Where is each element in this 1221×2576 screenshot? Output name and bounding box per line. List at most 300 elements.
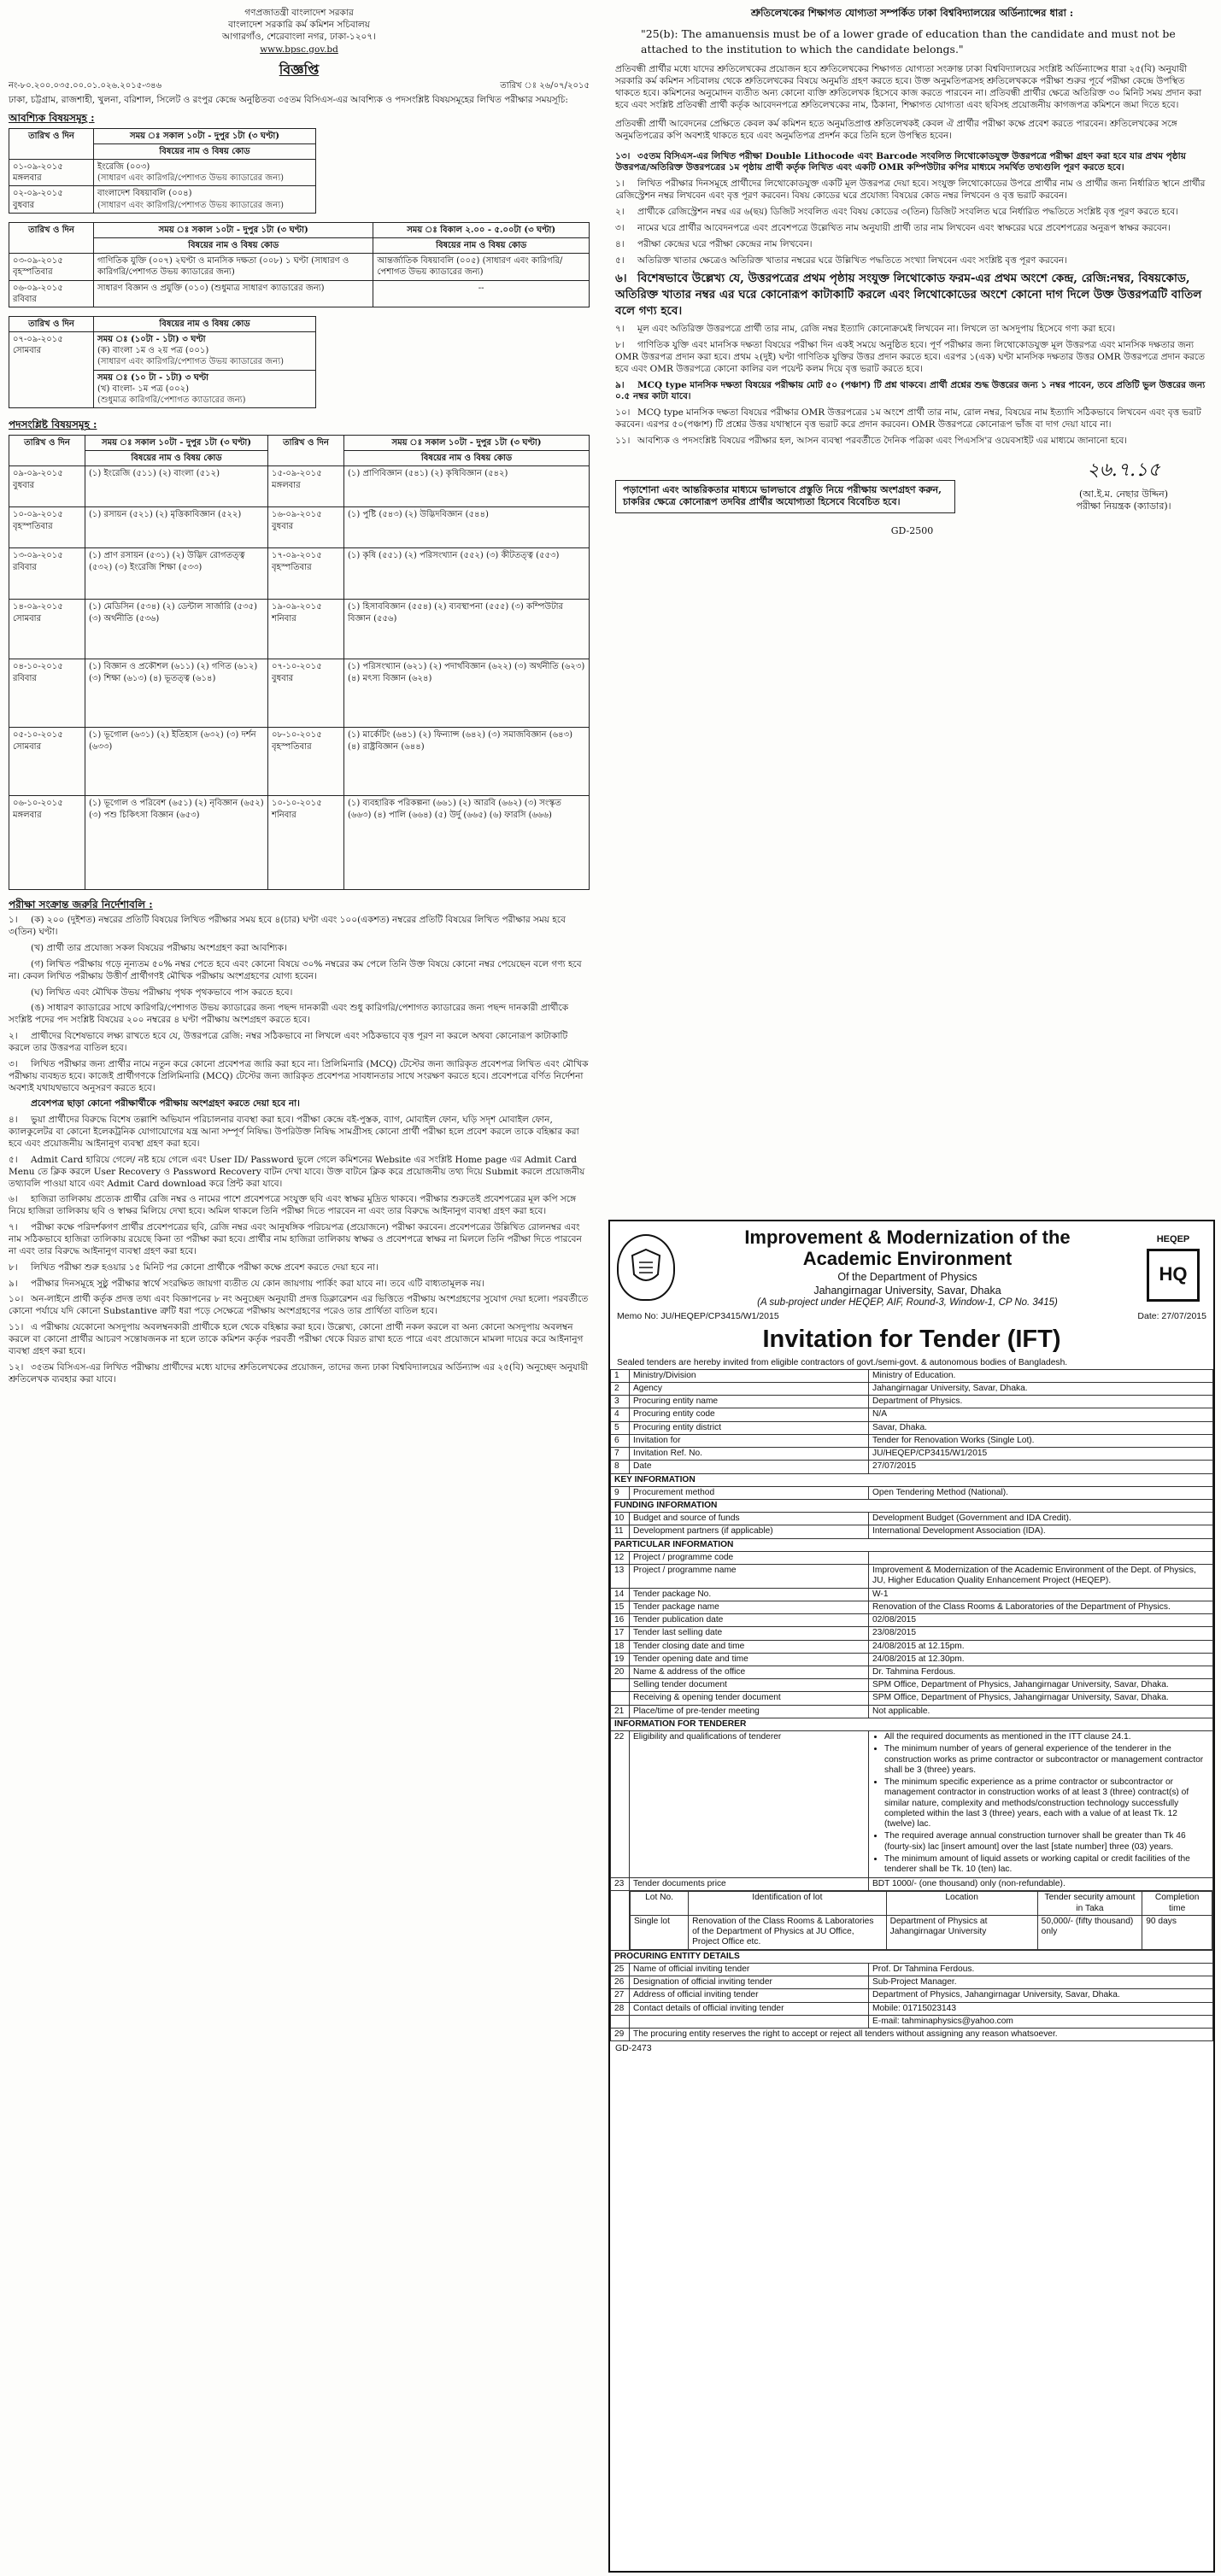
subproject-note: (A sub-project under HEQEP, AIF, Round-3, Window-1, CP No. 3415): [757, 1297, 1058, 1308]
row-value: [869, 1551, 1213, 1564]
table-row: [611, 1627, 1213, 1640]
row-label: [630, 2015, 869, 2028]
row-label: Tender publication date: [630, 1614, 869, 1627]
subjects: (১) রসায়ন (৫২১) (২) মৃত্তিকাবিজ্ঞান (৫২২): [85, 507, 268, 548]
table-row: [611, 1666, 1213, 1679]
col-header: তারিখ ও দিন: [268, 436, 344, 466]
lot-col-header: Lot No.: [631, 1892, 689, 1915]
row-value: Ministry of Education.: [869, 1369, 1213, 1382]
ift-title: Invitation for Tender (IFT): [762, 1326, 1061, 1354]
eligibility-item: • All the required documents as mentioned in the ITT clause 24.1.: [884, 1732, 1209, 1742]
row-label: Name & address of the office: [630, 1666, 869, 1679]
notice-intro: ঢাকা, চট্টগ্রাম, রাজশাহী, খুলনা, বরিশাল, সিলেট ও রংপুর কেন্দ্রে অনুষ্ঠিতব্য ৩৫তম বিসিএস-এর আবশ্যিক ও পদসংশ্লিষ্ট বিষয়সমূহের লিখিত পরীক্ষার সময়সূচি:: [9, 94, 568, 105]
tender-title-line-2: Academic Environment: [802, 1248, 1013, 1270]
subjects: (১) হিসাববিজ্ঞান (৫৫৪) (২) ব্যবস্থাপনা (৫৫৫) (৩) কম্পিউটার বিজ্ঞান (৫৫৬): [344, 600, 590, 659]
item-number: ৯।: [615, 379, 625, 390]
row-label: Budget and source of funds: [630, 1513, 869, 1525]
row-label: Contact details of official inviting tender: [630, 2002, 869, 2015]
row-value: Tender for Renovation Works (Single Lot).: [869, 1434, 1213, 1447]
row-label: Procuring entity code: [630, 1408, 869, 1421]
signatory-title: পরীক্ষা নিয়ন্ত্রক (ক্যাডার)।: [1076, 501, 1171, 512]
row-label: Agency: [630, 1382, 869, 1395]
row-label: Tender opening date and time: [630, 1653, 869, 1666]
row-number: 19: [611, 1653, 630, 1666]
tender-table: [610, 1369, 1213, 2042]
signature-block: [615, 458, 1209, 513]
row-number: 16: [611, 1614, 630, 1627]
row-label: Designation of official inviting tender: [630, 1976, 869, 1989]
row-number: 26: [611, 1976, 630, 1989]
col-header: সময় ঃ বিকাল ২.০০ - ৫.০০টা (৩ ঘণ্টা): [373, 222, 590, 237]
row-value: 23/08/2015: [869, 1627, 1213, 1640]
table-row: [611, 1989, 1213, 2002]
exam-date: ১০-০৯-২০১৫ বৃহস্পতিবার: [9, 507, 85, 548]
list-item: [615, 255, 1209, 267]
header-line: গণপ্রজাতন্ত্রী বাংলাদেশ সরকার: [244, 8, 354, 18]
table-row: [611, 1614, 1213, 1627]
item-text: (গ) লিখিত পরীক্ষায় গড়ে নূন্যতম ৫০% নম্বর পেতে হবে এবং কোনো বিষয়ে ৩০% নম্বরের কম পেলে তিনি উক্ত বিষয়ে কোনো নম্বর পেয়েছেন বলে গণ্য হবে না। কেবল লিখিত পরীক্ষায় উত্তীর্ণ প্রার্থীগণই মৌখিক পরীক্ষায় অংশগ্রহণের যোগ্য হবেন।: [9, 958, 582, 981]
subjects: (১) ভূগোল ও পরিবেশ (৬৫১) (২) নৃবিজ্ঞান (৬৫২) (৩) পশু চিকিৎসা বিজ্ঞান (৬৫৩): [85, 796, 268, 890]
post-subjects-table: [9, 435, 590, 890]
row-number: 15: [611, 1601, 630, 1613]
time-slot: সময় ঃ (১০টা - ১টা) ৩ ঘণ্টা: [97, 335, 206, 345]
website-link[interactable]: www.bpsc.gov.bd: [260, 44, 338, 55]
item-number: ৭।: [9, 1222, 18, 1233]
subjects: (১) পুষ্টি (৫৪৩) (২) উদ্ভিদবিজ্ঞান (৫৪৪): [344, 507, 590, 548]
list-item: [9, 959, 590, 983]
list-item: [615, 207, 1209, 219]
list-item: [9, 1322, 590, 1358]
item-number: ১০।: [9, 1294, 24, 1305]
row-label: Address of official inviting tender: [630, 1989, 869, 2002]
eligibility-item: • The minimum amount of liquid assets or working capital or credit facilities of the tenderer shall be Tk. 10 (ten) lac.: [884, 1854, 1209, 1875]
row-value: 27/07/2015: [869, 1461, 1213, 1473]
list-item: [9, 987, 590, 999]
list-item: [615, 223, 1209, 235]
row-number: 18: [611, 1640, 630, 1653]
item-number: ১।: [9, 915, 18, 926]
item-text: অন-লাইনে প্রার্থী কর্তৃক প্রদত্ত তথ্য এবং বিজ্ঞাপনের ৮ নং অনুচ্ছেদ অনুযায়ী প্রদত্ত ডিক্লারেশন এর ভিত্তিতে পরীক্ষায় অংশগ্রহণের সুযোগ দেয়া হলো। পরবর্তীতে কোনো পর্যায়ে যদি কোনো Substantive ত্রুটি ধরা পড়ে সেক্ষেত্রে পরীক্ষায় অংশগ্রহণের পরেও তার প্রার্থিতা বাতিল হবে।: [9, 1294, 589, 1317]
row-label: Development partners (if applicable): [630, 1525, 869, 1538]
list-item: [9, 1194, 590, 1218]
table-row: [611, 1588, 1213, 1601]
item-text: পরীক্ষা কেন্দ্রের ঘরে পরীক্ষা কেন্দ্রের নাম লিখবেন।: [637, 238, 813, 249]
exam-date: ০৭-০৯-২০১৫: [13, 335, 63, 345]
lot-col-header: Tender security amount in Taka: [1037, 1892, 1142, 1915]
lot-col-header: Completion time: [1142, 1892, 1212, 1915]
row-number: 12: [611, 1551, 630, 1564]
exam-date: ০৭-১০-২০১৫ বুধবার: [268, 659, 344, 728]
compulsory-heading: আবশ্যিক বিষয়সমূহ :: [9, 111, 95, 124]
row-label: Tender package No.: [630, 1588, 869, 1601]
exam-date: ১৭-০৯-২০১৫ বৃহস্পতিবার: [268, 548, 344, 600]
row-number: 25: [611, 1963, 630, 1976]
list-item: [9, 1279, 590, 1291]
row-label: Procuring entity district: [630, 1421, 869, 1434]
item-text: লিখিত পরীক্ষার দিনসমূহে প্রার্থীদের লিথোকোডযুক্ত একটি মূল উত্তরপত্র দেয়া হবে। সংযুক্ত লিথোকোডের উপরে প্রার্থীর নাম ও প্রার্থীর জন্য নির্ধারিত স্থানে প্রার্থীর রেজিস্ট্রেশন নম্বর লিখবেন এবং বৃত্ত পূরণ করবেন। বিষয় কোডের ঘরে প্রযোজ্য বিষয়ের কোড নম্বর লিখবেন ও বৃত্ত ভরাট করবেন।: [615, 179, 1206, 202]
exam-date: ০৫-১০-২০১৫ সোমবার: [9, 728, 85, 796]
item-number: ৪।: [9, 1115, 18, 1126]
item-number: ২।: [615, 207, 625, 218]
row-number: 23: [611, 1878, 630, 1891]
item-text: (ঙ) সাধারণ ক্যাডারের সাথে কারিগরি/পেশাগত উভয় ক্যাডারের জন্য পছন্দ দানকারী এবং শুধু কারিগরি/পেশাগত ক্যাডারের জন্য পছন্দ দানকারী প্রার্থীকে সংশ্লিষ্ট পদের পদ সংশ্লিষ্ট বিষয়ের ২০০ নম্বরের ৪ ঘণ্টা পরীক্ষায় অংশগ্রহণ করতে হবে।: [9, 1003, 569, 1026]
notice-title: বিজ্ঞপ্তি: [279, 61, 320, 78]
list-item: [9, 1262, 590, 1274]
lot-table-row: [611, 1891, 1213, 1950]
subject: (খ) বাংলা- ১ম পত্র (০০২): [97, 383, 190, 394]
row-number: [611, 2015, 630, 2028]
row-value: Dr. Tahmina Ferdous.: [869, 1666, 1213, 1679]
exam-date: ০৮-১০-২০১৫ বৃহস্পতিবার: [268, 728, 344, 796]
row-value: Open Tendering Method (National).: [869, 1486, 1213, 1499]
table-row: [9, 186, 316, 213]
item-number: ৮।: [615, 339, 625, 350]
row-value[interactable]: E-mail: tahminaphysics@yahoo.com: [869, 2015, 1213, 2028]
tender-titles: [675, 1227, 1140, 1309]
tender-memo: Memo No: JU/HEQEP/CP3415/W1/2015: [617, 1310, 779, 1321]
item-text: অতিরিক্ত খাতার ক্ষেত্রেও অতিরিক্ত খাতার নম্বরের ঘরে উল্লিখিত পদ্ধতিতে সংখ্যা লিখবেন এবং সংশ্লিষ্ট বৃত্ত পূরণ করবেন।: [637, 255, 1067, 266]
row-label: Project / programme code: [630, 1551, 869, 1564]
exam-date: ০২-০৯-২০১৫: [13, 189, 63, 199]
list-item: [615, 324, 1209, 336]
row-number: 29: [611, 2029, 630, 2041]
list-item: [9, 1222, 590, 1258]
row-number: 6: [611, 1434, 630, 1447]
section-heading: INFORMATION FOR TENDERER: [611, 1718, 1213, 1730]
subjects: (১) প্রাণিবিজ্ঞান (৫৪১) (২) কৃষিবিজ্ঞান (৫৪২): [344, 466, 590, 507]
table-row: [611, 1421, 1213, 1434]
table-row: [611, 1692, 1213, 1705]
row-label: Eligibility and qualifications of tenderer: [630, 1731, 869, 1878]
item-text: নামের ঘরে প্রার্থীর আবেদনপত্রে এবং প্রবেশপত্রে উল্লেখিত নাম অনুযায়ী প্রার্থী তার নাম লিখবেন এবং স্বাক্ষরের ঘরে প্রবেশপত্রের অনুরূপ স্বাক্ষর করবেন।: [637, 222, 1171, 233]
row-number: 11: [611, 1525, 630, 1538]
notice-date: তারিখ ঃ ২৬/০৭/২০১৫: [500, 80, 590, 91]
item-number: ৪।: [615, 238, 625, 249]
compulsory-table-3: [9, 316, 316, 408]
gd-number: GD-2500: [890, 524, 934, 536]
col-subheader: বিষয়ের নাম ও বিষয় কোড: [85, 451, 268, 466]
subjects: (১) ইংরেজি (৫১১) (২) বাংলা (৫১২): [85, 466, 268, 507]
item-text: ৩৫তম বিসিএস-এর লিখিত পরীক্ষা Double Lithocode এবং Barcode সংবলিত লিথোকোডযুক্ত উত্তরপত্রে পরীক্ষা গ্রহণ করা হবে যার প্রথম পৃষ্ঠায় উত্তরপত্র/অতিরিক্ত উত্তরপত্রের ১ম পৃষ্ঠায় প্রার্থী কর্তৃক লিখিত এবং একটি OMR কম্পিউটার কপির মাধ্যমে সমর্থিত তথ্যগুলি পূরণ করতে হবে।: [615, 150, 1186, 173]
row-value: Improvement & Modernization of the Academic Environment of the Dept. of Physics, JU, Higher Education Quality Enhancement Project (HEQEP).: [869, 1565, 1213, 1588]
row-number: 1: [611, 1369, 630, 1382]
rules-heading: পরীক্ষা সংক্রান্ত জরুরি নির্দেশাবলি :: [9, 899, 153, 911]
item-text: হাজিরা তালিকায় প্রত্যেক প্রার্থীর রেজি নম্বর ও নামের পাশে প্রবেশপত্রে সংযুক্ত ছবি এবং স্বাক্ষর মুদ্রিত থাকবে। পরীক্ষার শুরুতেই প্রবেশপত্রের মূল কপি সঙ্গে নিয়ে হাজিরা তালিকায় ছবি ও স্বাক্ষর মিলিয়ে দেখা হবে। অমিল থাকলে তিনি পরীক্ষা দিতে পারবেন না এবং তার বিরুদ্ধে আইনানুগ ব্যবস্থা গ্রহণ করা হবে।: [9, 1194, 577, 1217]
subject: বাংলাদেশ বিষয়াবলি (০০৪): [97, 189, 192, 199]
list-item: [9, 1003, 590, 1027]
paragraph: প্রতিবন্ধী প্রার্থী আবেদনের প্রেক্ষিতে কেবল কর্ম কমিশন হতে অনুমতিপ্রাপ্ত শ্রুতিলেখকই কেবল ঐ প্রার্থীর পরীক্ষা কক্ষে প্রবেশ করতে পারবেন। শ্রুতিলেখকের সঙ্গে অনুমতিপত্রের কপি অবশ্যই থাকতে হবে এবং অনুমতিপত্র প্রদর্শন করে তিনি হলে উপস্থিত হবেন।: [615, 118, 1177, 141]
university-logo: [617, 1234, 675, 1301]
row-number: 5: [611, 1421, 630, 1434]
col-header: সময় ঃ সকাল ১০টা - দুপুর ১টা (৩ ঘণ্টা): [344, 436, 590, 451]
col-header: সময় ঃ সকাল ১০টা - দুপুর ১টা (৩ ঘণ্টা): [85, 436, 268, 451]
subjects: (১) প্রাণ রসায়ন (৫৩১) (২) উদ্ভিদ রোগতত্ত্ব (৫৩২) (৩) ইংরেজি শিক্ষা (৫৩৩): [85, 548, 268, 600]
item-text: (ক) ২০০ (দুইশত) নম্বরের প্রতিটি বিষয়ের লিখিত পরীক্ষার সময় হবে ৪(চার) ঘণ্টা এবং ১০০(একশত) নম্বরের প্রতিটি বিষয়ের লিখিত পরীক্ষার সময় হবে ৩(তিন) ঘণ্টা।: [9, 915, 566, 938]
row-label: Date: [630, 1461, 869, 1473]
lot-location: Department of Physics at Jahangirnagar University: [886, 1915, 1037, 1949]
col-header: তারিখ ও দিন: [9, 222, 94, 253]
list-item: [9, 1059, 590, 1095]
item-number: ১।: [615, 179, 625, 190]
row-number: 14: [611, 1588, 630, 1601]
table-row: [611, 1963, 1213, 1976]
item-text: লিখিত পরীক্ষা শুরু হওয়ার ১৫ মিনিট পর কোনো প্রার্থীকে পরীক্ষা কক্ষে প্রবেশ করতে দেয়া হবে না।: [31, 1262, 379, 1273]
item-number: ৩।: [615, 222, 625, 233]
table-row: [9, 507, 590, 548]
row-number: 22: [611, 1731, 630, 1878]
row-number: 7: [611, 1448, 630, 1461]
row-value: Jahangirnagar University, Savar, Dhaka.: [869, 1382, 1213, 1395]
table-row: [611, 1976, 1213, 1989]
morning-subject: সাধারণ বিজ্ঞান ও প্রযুক্তি (০১০) (শুধুমাত্র সাধারণ ক্যাডারের জন্য): [94, 280, 373, 307]
row-label: Receiving & opening tender document: [630, 1692, 869, 1705]
section-heading: PARTICULAR INFORMATION: [611, 1538, 1213, 1551]
item-text: প্রার্থীকে রেজিস্ট্রেশন নম্বর এর ৬(ছয়) ডিজিট সংবলিত এবং বিষয় কোডের ৩(তিন) ডিজিট সংবলিত ঘরে নির্ধারিত পদ্ধতিতে সংশ্লিষ্ট বৃত্ত পূরণ করতে হবে।: [637, 207, 1178, 218]
list-item: [615, 407, 1209, 431]
item-number: ৬।: [615, 272, 627, 286]
row-value: SPM Office, Department of Physics, Jahangirnagar University, Savar, Dhaka.: [869, 1679, 1213, 1692]
item-text: এ পরীক্ষায় যেকোনো অসদুপায় অবলম্বনকারী প্রার্থীকে হলে থেকে বহিষ্কার করা হবে। উল্লেখ্য, কোনো প্রার্থী নকল করলে বা অন্য কোনো অসদুপায় অবলম্বন করলে বা কোনো প্রার্থীর আচরণ সন্তোষজনক না হলে তাকে কমিশন কর্তৃক পরবর্তী পরীক্ষা থেকে বিরত রাখা হতে পারে এবং প্রয়োজনে মামলা দায়ের করে আইনানুগ ব্যবস্থা গ্রহণ করা হবে।: [9, 1322, 584, 1356]
table-row: [611, 1878, 1213, 1891]
left-notice: [0, 0, 598, 2576]
table-row: [611, 1525, 1213, 1538]
compulsory-table-2: [9, 222, 590, 307]
eligibility-item: • The minimum number of years of general experience of the tenderer in the construction works as prime contractor or subcontractor or management contractor shall be 3 (three) years.: [884, 1744, 1209, 1776]
row-value: Sub-Project Manager.: [869, 1976, 1213, 1989]
row-value: Department of Physics, Jahangirnagar University, Savar, Dhaka.: [869, 1989, 1213, 2002]
exam-day: সোমবার: [13, 346, 42, 356]
lot-col-header: Identification of lot: [689, 1892, 887, 1915]
item-text: MCQ type মানসিক দক্ষতা বিষয়ের পরীক্ষায় মোট ৫০ (পঞ্চাশ) টি প্রশ্ন থাকবে। প্রার্থী প্রশ্নের শুদ্ধ উত্তরের জন্য ১ নম্বর পাবেন, তবে প্রতিটি ভুল উত্তরের জন্য ০.৫ নম্বর কাটা যাবে।: [615, 379, 1206, 402]
reserve-right-note: The procuring entity reserves the right to accept or reject all tenders without assigning any reason whatsoever.: [630, 2029, 1213, 2041]
table-row: [9, 659, 590, 728]
table-row: [9, 548, 590, 600]
row-value: Renovation of the Class Rooms & Laboratories of the Department of Physics.: [869, 1601, 1213, 1613]
tender-gd-number: GD-2473: [615, 2043, 652, 2054]
row-label: Tender documents price: [630, 1878, 869, 1891]
list-item: [615, 380, 1209, 404]
row-label: Tender last selling date: [630, 1627, 869, 1640]
exam-day: বুধবার: [13, 200, 35, 210]
row-label: Procuring entity name: [630, 1396, 869, 1408]
item-number: ৯।: [9, 1278, 18, 1289]
row-value: Development Budget (Government and IDA Credit).: [869, 1513, 1213, 1525]
advice-box: পড়াশোনা এবং আন্তরিকতার মাধ্যমে ভালভাবে প্রস্তুতি নিয়ে পরীক্ষায় অংশগ্রহণ করুন, চাকরির ক্ষেত্রে কোনোরূপ তদবির প্রার্থীর অযোগ্যতা হিসেবে বিবেচিত হবে।: [615, 480, 955, 513]
tender-intro: Sealed tenders are hereby invited from eligible contractors of govt./semi-govt. & autonomous bodies of Bangladesh.: [617, 1358, 1068, 1368]
item-number: ৫।: [615, 255, 625, 266]
item-text: পরীক্ষা কক্ষে পরিদর্শকগণ প্রার্থীর প্রবেশপত্রের ছবি, রেজি নম্বর এবং আনুষঙ্গিক পরিচয়পত্র (প্রয়োজনে) পরীক্ষা করবেন। প্রবেশপত্রের উল্লিখিত রোলনম্বর এবং নাম সঠিকভাবে হাজিরা তালিকায় রয়েছে কিনা তা পরীক্ষা করা হবে। প্রার্থীর নাম হাজিরা তালিকায় স্বাক্ষর ও প্রবেশপত্রে স্বাক্ষর না মিললে তিনি পরীক্ষা দিতে পারবেন না এবং তার বিরুদ্ধে আইনানুগ ব্যবস্থা গ্রহণ করা হবে।: [9, 1222, 582, 1256]
item-text: বিশেষভাবে উল্লেখ্য যে, উত্তরপত্রের প্রথম পৃষ্ঠায় সংযুক্ত লিথোকোড ফরম-এর প্রথম অংশে কেন্দ্র, রেজি:নম্বর, বিষয়কোড, অতিরিক্ত খাতার নম্বর এর ঘরে কোনোরূপ কাটাকাটি করলে এবং লিথোকোডের অংশে কোনো দাগ দিলে উক্ত উত্তরপত্রটি বাতিল বলে গণ্য হবে।: [615, 272, 1202, 319]
row-number: 17: [611, 1627, 630, 1640]
tender-memo-row: [610, 1311, 1213, 1322]
table-row: [9, 796, 590, 890]
table-row: [611, 1461, 1213, 1473]
row-number: 27: [611, 1989, 630, 2002]
subjects: (১) ব্যবহারিক পরিকল্পনা (৬৬১) (২) আরবি (৬৬২) (৩) সংস্কৃত (৬৬৩) (৪) পালি (৬৬৪) (৫) উর্দু (৬৬৫) (৬) ফারসি (৬৬৬): [344, 796, 590, 890]
subject-note: (সাধারণ এবং কারিগরি/পেশাগত উভয় ক্যাডারের জন্য): [97, 357, 285, 367]
row-value: Not applicable.: [869, 1705, 1213, 1718]
right-notice: [603, 0, 1221, 1203]
row-value: Prof. Dr Tahmina Ferdous.: [869, 1963, 1213, 1976]
eligibility-item: • The minimum specific experience as a prime contractor or subcontractor or management contractor in construction works of at least 3 (three) contract(s) of similar nature, complexity and methods/construction technology successfully completed within the last 3 (three) years, each with a value of at least Tk. 12 (twelve) lac.: [884, 1777, 1209, 1830]
row-number: 4: [611, 1408, 630, 1421]
item-text: পরীক্ষার দিনসমূহে সুষ্ঠু পরীক্ষার স্বার্থে সংরক্ষিত জায়গা ব্যতীত যে কোন জায়গায় পার্কিং করা যাবে না। তবে এটি বাধ্যতামূলক নয়।: [31, 1278, 484, 1289]
tender-date: Date: 27/07/2015: [1137, 1310, 1206, 1321]
row-label: Invitation Ref. No.: [630, 1448, 869, 1461]
subjects: (১) কৃষি (৫৫১) (২) পরিসংখ্যান (৫৫২) (৩) কীটতত্ত্ব (৫৫৩): [344, 548, 590, 600]
item-text: ৩৫তম বিসিএস-এর লিখিত পরীক্ষায় প্রার্থীদের মধ্যে যাদের শ্রুতিলেখকের প্রয়োজন, তাদের জন্য ঢাকা বিশ্ববিদ্যালয়ের অর্ডিন্যান্স এর ২৫(বি) অনুচ্ছেদ অনুযায়ী শ্রুতিলেখক ব্যবহার করা যাবে।: [9, 1361, 589, 1385]
table-row: [611, 1434, 1213, 1447]
tender-security: 50,000/- (fifty thousand) only: [1037, 1915, 1142, 1949]
row-value: International Development Association (IDA).: [869, 1525, 1213, 1538]
crest-icon: [629, 1247, 663, 1288]
row-value: BDT 1000/- (one thousand) only (non-refundable).: [869, 1878, 1213, 1891]
lot-no: Single lot: [631, 1915, 689, 1949]
item-number: ১০।: [615, 407, 631, 419]
row-number: 3: [611, 1396, 630, 1408]
exam-date: ০৯-০৯-২০১৫ বুধবার: [9, 466, 85, 507]
row-label: Tender closing date and time: [630, 1640, 869, 1653]
table-row: [611, 1640, 1213, 1653]
row-value: Savar, Dhaka.: [869, 1421, 1213, 1434]
row-value: Mobile: 01715023143: [869, 2002, 1213, 2015]
row-label: Place/time of pre-tender meeting: [630, 1705, 869, 1718]
item-number: ৭।: [615, 324, 625, 335]
rules-list: [9, 915, 590, 1385]
list-item: [615, 179, 1209, 202]
row-number: 13: [611, 1565, 630, 1588]
row-number: 21: [611, 1705, 630, 1718]
row-value: N/A: [869, 1408, 1213, 1421]
table-row: [611, 1601, 1213, 1613]
list-item: [9, 1155, 590, 1191]
row-value: 02/08/2015: [869, 1614, 1213, 1627]
subject-note: (শুধুমাত্র কারিগরি/পেশাগত ক্যাডারের জন্য): [97, 395, 246, 406]
afternoon-subject: --: [373, 280, 590, 307]
item-number: ৬।: [9, 1194, 18, 1205]
memo-number: নং-৮০.২০০.০৩৫.০০.০১.০২৬.২০১৫-৩৪৬: [9, 80, 162, 91]
col-header: তারিখ ও দিন: [9, 128, 94, 159]
item-number: ১১।: [9, 1322, 24, 1333]
table-row: [611, 2002, 1213, 2015]
row-label: Tender package name: [630, 1601, 869, 1613]
subjects: (১) পরিসংখ্যান (৬২১) (২) পদার্থবিজ্ঞান (৬২২) (৩) অর্থনীতি (৬২৩) (৪) মৎস্য বিজ্ঞান (৬২৪): [344, 659, 590, 728]
morning-subject: গাণিতিক যুক্তি (০০৭) ২ঘণ্টা ও মানসিক দক্ষতা (০০৮) ১ ঘণ্টা (সাধারণ ও কারিগরি/পেশাগত উভয় ক্যাডারের জন্য): [94, 254, 373, 280]
row-value: 24/08/2015 at 12.15pm.: [869, 1640, 1213, 1653]
eligibility-list: [872, 1732, 1209, 1875]
item-number: ২।: [9, 1031, 18, 1042]
table-row: [611, 1396, 1213, 1408]
item-number: ৫।: [9, 1154, 18, 1165]
table-row: [611, 1486, 1213, 1499]
heqep-mark-icon: HQ: [1147, 1249, 1200, 1302]
list-item: [615, 436, 1209, 448]
item-text: গাণিতিক যুক্তি এবং মানসিক দক্ষতা বিষয়ের পরীক্ষা দিন একই সময়ে অনুষ্ঠিত হবে। পূর্ণ পরীক্ষার জন্য লিথোকোডযুক্ত মূল উত্তরপত্র এবং মানসিক দক্ষতার জন্য OMR উত্তরপত্র প্রদান করা হবে। প্রথম ২(দুই) ঘণ্টা গাণিতিক যুক্তির উত্তর প্রদান করতে হবে। এরপর ১(এক) ঘণ্টা মানসিক দক্ষতার উত্তর OMR উত্তরপত্রে প্রদান করতে হবে এবং OMR উত্তরপত্রে কোনো কালির বল পয়েন্ট কলম দিয়ে বৃত্ত ভরাট করতে হবে।: [615, 339, 1205, 374]
paragraph: প্রতিবন্ধী প্রার্থীর মধ্যে যাদের শ্রুতিলেখকের প্রয়োজন হবে শ্রুতিলেখকের শিক্ষাগত যোগ্যতা সংক্রান্ত ঢাকা বিশ্ববিদ্যালয়ের সংশ্লিষ্ট অর্ডিন্যান্সের ধারা ২৫(বি) অনুযায়ী সরকারি কর্ম কমিশন সচিবালয় থেকে শ্রুতিলেখকের বিষয়ে অনুমতি গ্রহণ করতে হবে। উক্ত অনুমতিপত্রসহ শ্রুতিলেখককে পরীক্ষা শুরুর পূর্বে পরীক্ষা কেন্দ্রে উপস্থিত থাকতে হবে। কমিশনের অনুমোদন ব্যতীত অন্য কোনো ব্যক্তি শ্রুতিলেখক হিসেবে কাজ করতে পারবেন না। প্রতিবন্ধী প্রার্থীর ক্ষেত্রে অতিরিক্ত ৩০ মিনিট সময় প্রদান করা হবে এবং সংশ্লিষ্ট প্রতিবন্ধী প্রার্থী কর্তৃক আবেদনপত্রে শ্রুতিলেখকের নাম, ঠিকানা, শিক্ষাগত যোগ্যতা এবং ছবিসহ প্রয়োজনীয় কাগজপত্র কমিশনে জমা দিতে হবে।: [615, 64, 1202, 110]
item-number: ১৩।: [615, 150, 631, 161]
eligibility-item: • The required average annual construction turnover shall be greater than Tk 46 (fourty-six) lac [insert amount] over the last [state number] three (03) years.: [884, 1831, 1209, 1852]
subjects: (১) মেডিসিন (৫৩৪) (২) ডেন্টাল সার্জারি (৫৩৫) (৩) অর্থনীতি (৫৩৬): [85, 600, 268, 659]
table-row: [611, 1705, 1213, 1718]
exam-date: ০১-০৯-২০১৫: [13, 162, 63, 173]
section-heading: PROCURING ENTITY DETAILS: [611, 1950, 1213, 1963]
table-row: [9, 466, 590, 507]
col-header: বিষয়ের নাম ও বিষয় কোড: [94, 316, 316, 331]
post-subjects-heading: পদসংশ্লিষ্ট বিষয়সমূহ :: [9, 419, 97, 431]
exam-date: ১০-১০-২০১৫ শনিবার: [268, 796, 344, 890]
exam-date: ১৬-০৯-২০১৫ বুধবার: [268, 507, 344, 548]
list-item: [615, 239, 1209, 251]
time-slot: সময় ঃ (১০ টা - ১টা) ৩ ঘণ্টা: [97, 372, 209, 383]
table-row: [611, 1653, 1213, 1666]
col-subheader: বিষয়ের নাম ও বিষয় কোড: [373, 237, 590, 253]
tender-notice: [608, 1220, 1215, 2573]
memo-row: [9, 80, 590, 91]
row-value: 24/08/2015 at 12.30pm.: [869, 1653, 1213, 1666]
table-row: [611, 1408, 1213, 1421]
table-row: [611, 1369, 1213, 1382]
row-value: SPM Office, Department of Physics, Jahangirnagar University, Savar, Dhaka.: [869, 1692, 1213, 1705]
row-number: 28: [611, 2002, 630, 2015]
govt-header: [9, 7, 590, 56]
lot-identification: Renovation of the Class Rooms & Laboratories of the Department of Physics at JU Office, Project Office etc.: [689, 1915, 887, 1949]
item-number: ৩।: [9, 1058, 18, 1069]
col-header: সময় ঃ সকাল ১০টা - দুপুর ১টা (৩ ঘণ্টা): [94, 222, 373, 237]
item-number: ৮।: [9, 1262, 18, 1273]
section-heading: FUNDING INFORMATION: [611, 1499, 1213, 1512]
subjects: (১) মার্কেটিং (৬৪১) (২) ফিন্যান্স (৬৪২) (৩) সমাজবিজ্ঞান (৬৪৩) (৪) রাষ্ট্রবিজ্ঞান (৬৪৪): [344, 728, 590, 796]
header-line: আগারগাঁও, শেরেবাংলা নগর, ঢাকা-১২০৭।: [222, 32, 376, 43]
instructions-list: [615, 151, 1209, 448]
item-text: Admit Card হারিয়ে গেলে/ নষ্ট হয়ে গেলে এবং User ID/ Password ভুলে গেলে কমিশনের Website এর সংশ্লিষ্ট Home page এর Admit Card Menu তে ক্লিক করলে User Recovery ও Password Recovery বাটন দেখা যাবে। উক্ত বাটনে ক্লিক করে প্রয়োজনীয় তথ্য দিয়ে Submit করলে প্রয়োজনীয় তথ্যাবলি পাওয়া যাবে এবং Admit Card download করে প্রিন্ট করা যাবে।: [9, 1154, 585, 1189]
section-heading: KEY INFORMATION: [611, 1473, 1213, 1486]
item-text: (খ) প্রার্থী তার প্রযোজ্য সকল বিষয়ের পরীক্ষায় অংশগ্রহণ করা আবশ্যিক।: [31, 942, 287, 953]
exam-date: ০৪-১০-২০১৫ রবিবার: [9, 659, 85, 728]
row-label: Ministry/Division: [630, 1369, 869, 1382]
university: Jahangirnagar University, Savar, Dhaka: [813, 1284, 1001, 1297]
exam-date: ১৫-০৯-২০১৫ মঙ্গলবার: [268, 466, 344, 507]
col-header: বিষয়ের নাম ও বিষয় কোড: [94, 143, 316, 159]
table-row: [9, 332, 316, 371]
col-subheader: বিষয়ের নাম ও বিষয় কোড: [94, 237, 373, 253]
item-text: লিখিত পরীক্ষার জন্য প্রার্থীর নামে নতুন করে কোনো প্রবেশপত্র জারি করা হবে না। প্রিলিমিনারি (MCQ) টেস্টের জন্য জারিকৃত প্রবেশপত্র লিখিত এবং মৌখিক পরীক্ষায় ব্যবহৃত হবে। কাজেই প্রার্থীগণকে প্রিলিমিনারি (MCQ) টেস্টের জন্য জারিকৃত প্রবেশপত্র সাবধানতার সাথে সংরক্ষণ করতে হবে। প্রবেশপত্রে বর্ণিত নির্দেশনা অবশ্যই যথাযথভাবে অনুসরণ করতে হবে।: [9, 1058, 589, 1093]
row-value: Department of Physics.: [869, 1396, 1213, 1408]
item-text: আবশ্যিক ও পদসংশ্লিষ্ট বিষয়ের পরীক্ষার হল, আসন ব্যবস্থা পরবর্তীতে দৈনিক পত্রিকা এবং পিএসসি'র ওয়েবসাইট এর মাধ্যমে জানানো হবে।: [637, 436, 1128, 446]
handwritten-signature: ২৬.৭.১৫: [1087, 459, 1160, 481]
row-label: Selling tender document: [630, 1679, 869, 1692]
exam-day: রবিবার: [13, 294, 37, 304]
subject: ইংরেজি (০০৩): [97, 162, 150, 173]
row-number: [611, 1679, 630, 1692]
list-item: [615, 340, 1209, 376]
row-label: Name of official inviting tender: [630, 1963, 869, 1976]
row-number: 2: [611, 1382, 630, 1395]
exam-date: ১৪-০৯-২০১৫ সোমবার: [9, 600, 85, 659]
list-item: [9, 1098, 590, 1110]
afternoon-subject: আন্তর্জাতিক বিষয়াবলি (০০৫) (সাধারণ এবং কারিগরি/পেশাগত উভয় ক্যাডারের জন্য): [373, 254, 590, 280]
item-text: MCQ type মানসিক দক্ষতা বিষয়ের পরীক্ষার OMR উত্তরপত্রের ১ম অংশে প্রার্থী তার নাম, রোল নম্বর, বিষয়ের নাম ইত্যাদি সঠিকভাবে লিখবেন এবং বৃত্ত ভরাট করবেন। এরপর ৫০(পঞ্চাশ) টি প্রশ্নের উত্তর যথাস্থানে বৃত্ত ভরাট করে প্রদান করবেন। OMR উত্তরপত্রে কোনোরূপ ভাঁজ বা দাগ দেয়া যাবে না।: [615, 407, 1201, 430]
col-header: তারিখ ও দিন: [9, 436, 85, 466]
lot-col-header: Location: [886, 1892, 1037, 1915]
row-value: W-1: [869, 1588, 1213, 1601]
table-row: [611, 1448, 1213, 1461]
item-text: (ঘ) লিখিত এবং মৌখিক উভয় পরীক্ষায় পৃথক পৃথকভাবে পাস করতে হবে।: [31, 986, 293, 998]
subject-note: (সাধারণ এবং কারিগরি/পেশাগত উভয় ক্যাডারের জন্য): [97, 173, 285, 184]
exam-date: ০৩-০৯-২০১৫: [13, 256, 63, 266]
subject: (ক) বাংলা ১ম ও ২য় পত্র (০০১): [97, 346, 209, 356]
exam-date: ১৩-০৯-২০১৫ রবিবার: [9, 548, 85, 600]
table-row: [611, 1551, 1213, 1564]
